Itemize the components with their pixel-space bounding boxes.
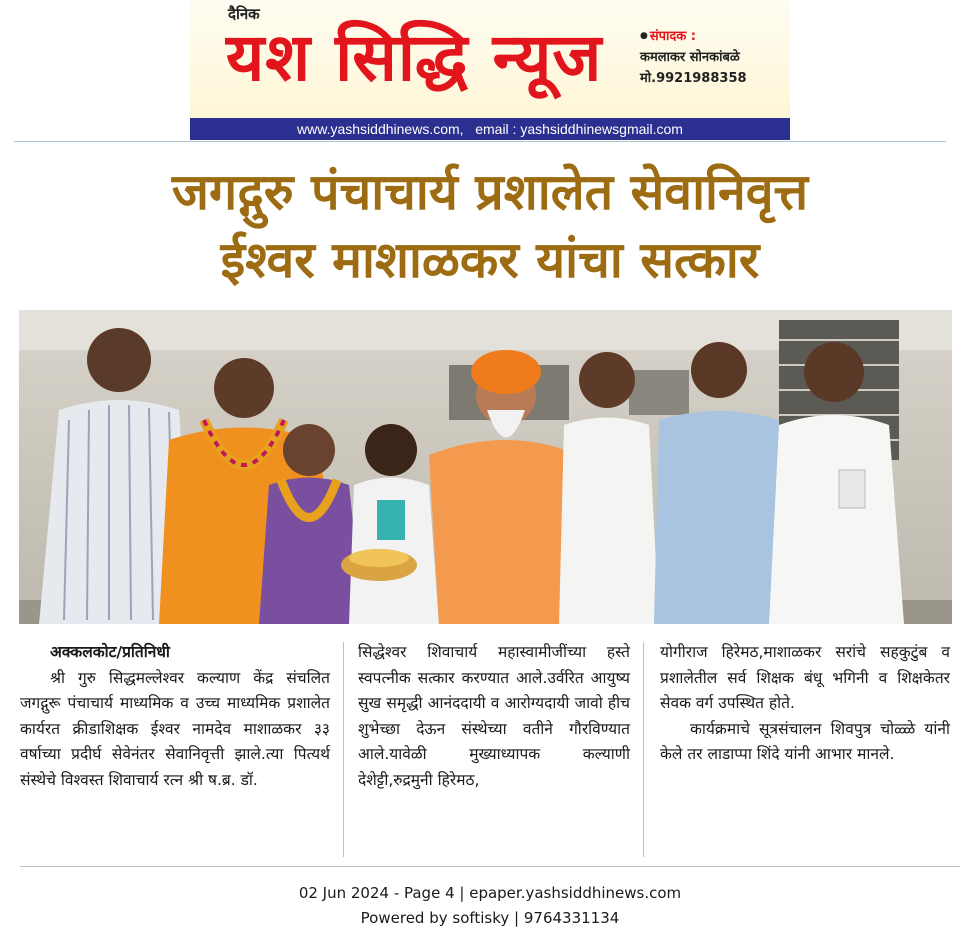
website-email-bar: www.yashsiddhinews.com, email : yashsiddhinewsgmail.com: [190, 118, 790, 140]
footer-page-info: 02 Jun 2024 - Page 4 | epaper.yashsiddhinews.com: [298, 884, 682, 902]
footer-divider: [20, 866, 960, 867]
article-headline: [20, 158, 960, 294]
masthead-banner: [190, 0, 790, 118]
editor-name: कमलाकर सोनकांबळे: [640, 50, 740, 65]
article-column-2: [358, 640, 630, 793]
article-photo: [19, 310, 952, 624]
article-column-1: [20, 640, 330, 793]
editor-label: ● संपादक :: [640, 26, 788, 47]
article-paragraph: कार्यक्रमाचे सूत्रसंचालन शिवपुत्र चोळ्ळे यांनी केले तर लाडाप्पा शिंदे यांनी आभार मानले.: [660, 719, 950, 763]
article-paragraph: श्री गुरु सिद्धमल्लेश्वर कल्याण केंद्र संचलित जगद्गुरू पंचाचार्य माध्यमिक व उच्च माध्यमिक प्रशालेत कार्यरत क्रीडाशिक्षक ईश्वर नामदेव माशाळकर ३३ वर्षाच्या प्रदीर्घ सेवेनंतर सेवानिवृत्ती झाले.त्या पित्यर्थ संस्थेचे विश्वस्त शिवाचार्य रत्न श्री ष.ब्र. डॉ.: [20, 668, 330, 789]
article-paragraph: योगीराज हिरेमठ,माशाळकर सरांचे सहकुटुंब व प्रशालेतील सर्व शिक्षक बंधू भगिनी व शिक्षकेतर सेवक वर्ग उपस्थित होते.: [660, 643, 950, 712]
editor-block: [640, 26, 788, 89]
headline-line-2: ईश्वर माशाळकर यांचा सत्कार: [220, 231, 760, 289]
article-paragraph: सिद्धेश्वर शिवाचार्य महास्वामीजींच्या हस्ते स्वपत्नीक सत्कार करण्यात आले.उर्वरित आयुष्य सुख समृद्धी आनंददायी व आरोग्यदायी जावो हीच शुभेच्छा देऊन संस्थेच्या वतीने गौरविण्यात आले.यावेळी मुख्याध्यापक कल्याणी देशेट्टी,रुद्रमुनी हिरेमठ,: [358, 643, 630, 789]
editor-phone: मो.9921988358: [640, 71, 747, 86]
masthead-divider: [14, 141, 946, 142]
column-divider: [643, 642, 644, 857]
article-dateline: अक्कलकोट/प्रतिनिधी: [50, 643, 170, 661]
masthead: [190, 0, 790, 140]
newspaper-logo: यश सिद्धि न्यूज: [226, 19, 603, 96]
felicitation-photo: [19, 310, 952, 624]
column-divider: [343, 642, 344, 857]
headline-line-1: जगद्गुरु पंचाचार्य प्रशालेत सेवानिवृत्त: [171, 163, 809, 221]
masthead-dainik: दैनिक: [228, 5, 260, 23]
footer-powered-by: Powered by softisky | 9764331134: [360, 909, 620, 927]
article-column-3: [660, 640, 950, 768]
